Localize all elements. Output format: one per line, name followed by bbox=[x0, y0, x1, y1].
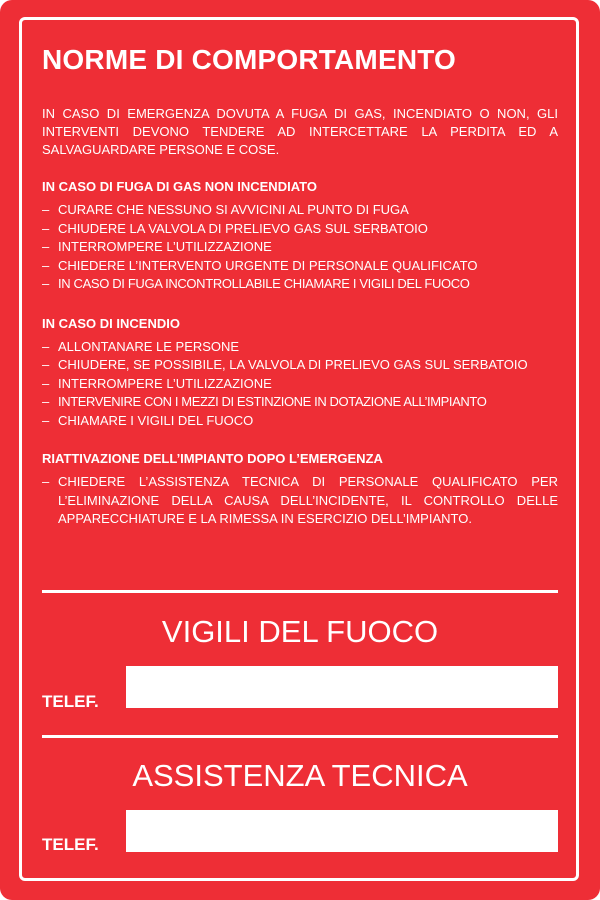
rules-list bbox=[42, 338, 558, 431]
dash-mark: – bbox=[42, 357, 50, 372]
list-item-text: CHIEDERE L’INTERVENTO URGENTE DI PERSONALE QUALIFICATO bbox=[58, 257, 478, 273]
list-item-text: CHIAMARE I VIGILI DEL FUOCO bbox=[58, 412, 254, 428]
list-item-text: CHIUDERE LA VALVOLA DI PRELIEVO GAS SUL SERBATOIO bbox=[58, 220, 428, 236]
dash-mark: – bbox=[42, 257, 50, 273]
dash-mark: – bbox=[42, 375, 50, 391]
list-item bbox=[42, 220, 558, 239]
list-item bbox=[42, 356, 558, 375]
section-heading: IN CASO DI INCENDIO bbox=[42, 315, 180, 331]
dash-mark: – bbox=[42, 202, 50, 217]
fire-brigade-heading: VIGILI DEL FUOCO bbox=[161, 614, 439, 649]
section-heading: RIATTIVAZIONE DELL’IMPIANTO DOPO L’EMERGENZA bbox=[42, 451, 383, 466]
list-item bbox=[42, 275, 558, 294]
list-item-text: INTERROMPERE L’UTILIZZAZIONE bbox=[58, 239, 272, 254]
rules-panel bbox=[42, 36, 558, 529]
dash-mark: – bbox=[42, 276, 49, 291]
technical-assistance-phone-field[interactable] bbox=[126, 810, 558, 852]
list-item-text: INTERVENIRE CON I MEZZI DI ESTINZIONE IN DOTAZIONE ALL’IMPIANTO bbox=[58, 394, 487, 409]
list-item bbox=[42, 375, 558, 394]
fire-brigade-phone-field[interactable] bbox=[126, 666, 558, 708]
dash-mark: – bbox=[42, 220, 50, 236]
section-reactivation bbox=[42, 450, 558, 529]
list-item-text: ALLONTANARE LE PERSONE bbox=[58, 338, 240, 354]
fire-brigade-tel-label: TELEF. bbox=[42, 692, 99, 711]
divider-middle bbox=[42, 735, 558, 738]
list-item-text: INTERROMPERE L’UTILIZZAZIONE bbox=[58, 375, 272, 391]
list-item bbox=[42, 393, 558, 412]
dash-mark: – bbox=[42, 474, 50, 489]
list-item bbox=[42, 473, 558, 529]
section-heading: IN CASO DI FUGA DI GAS NON INCENDIATO bbox=[42, 179, 317, 194]
sign-title: NORME DI COMPORTAMENTO bbox=[42, 44, 457, 75]
dash-mark: – bbox=[42, 338, 50, 354]
section-fire bbox=[42, 315, 558, 431]
technical-assistance-tel-label: TELEF. bbox=[42, 835, 99, 854]
dash-mark: – bbox=[42, 239, 50, 254]
list-item-text: CHIUDERE, SE POSSIBILE, LA VALVOLA DI PRELIEVO GAS SUL SERBATOIO bbox=[58, 357, 528, 372]
dash-mark: – bbox=[42, 394, 49, 409]
list-item bbox=[42, 238, 558, 257]
list-item bbox=[42, 257, 558, 276]
divider-top bbox=[42, 590, 558, 593]
rules-list bbox=[42, 473, 558, 529]
list-item bbox=[42, 412, 558, 431]
list-item bbox=[42, 201, 558, 220]
list-item-text: CHIEDERE L’ASSISTENZA TECNICA DI PERSONALE QUALIFICATO PER L’ELIMINAZIONE DELLA CAUSA DELL’INCIDENTE, IL CONTROLLO DELLE APPARECCHIATURE E LA RIMESSA IN ESERCIZIO DELL’IMPIANTO. bbox=[58, 474, 558, 526]
intro-text: IN CASO DI EMERGENZA DOVUTA A FUGA DI GAS, INCENDIATO O NON, GLI INTERVENTI DEVONO TENDERE AD INTERCETTARE LA PERDITA ED A SALVAGUARDARE PERSONE E COSE. bbox=[42, 106, 558, 157]
list-item-text: CURARE CHE NESSUNO SI AVVICINI AL PUNTO DI FUGA bbox=[58, 202, 409, 217]
section-gas-leak bbox=[42, 178, 558, 294]
list-item-text: IN CASO DI FUGA INCONTROLLABILE CHIAMARE I VIGILI DEL FUOCO bbox=[58, 276, 470, 291]
list-item bbox=[42, 338, 558, 357]
technical-assistance-heading: ASSISTENZA TECNICA bbox=[132, 758, 468, 793]
dash-mark: – bbox=[42, 412, 50, 428]
rules-list bbox=[42, 201, 558, 294]
